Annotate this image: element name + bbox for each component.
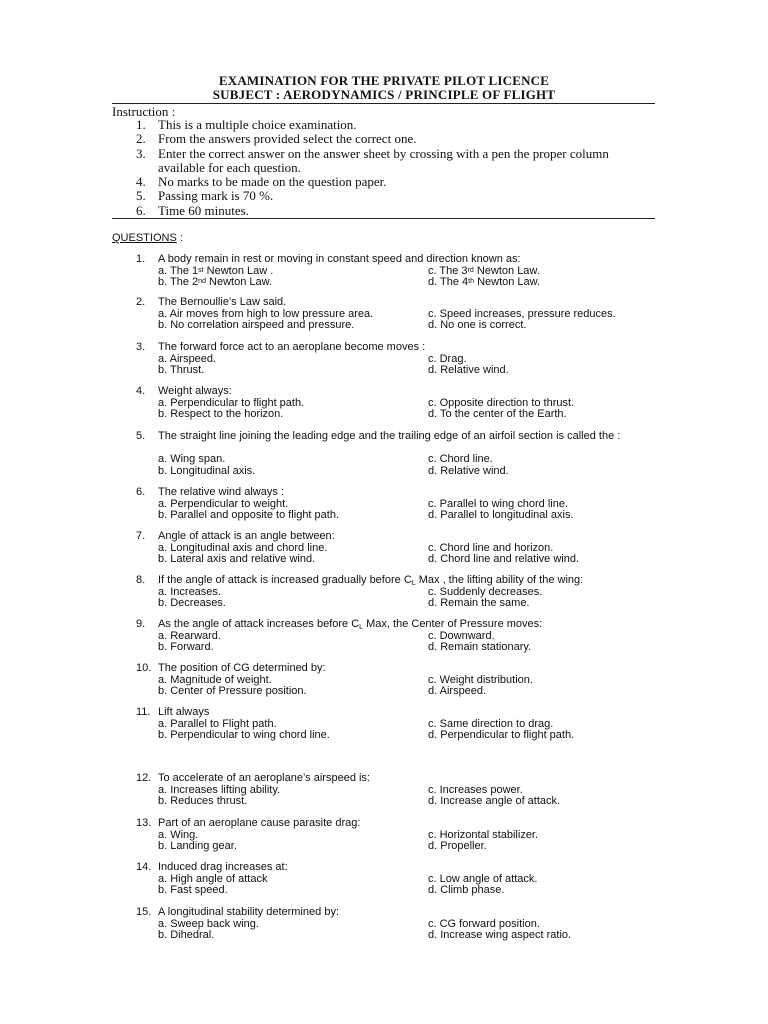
question-text: Part of an aeroplane cause parasite drag: bbox=[158, 817, 361, 829]
question-text: The forward force act to an aeroplane become moves : bbox=[158, 341, 426, 353]
question-2 bbox=[136, 297, 656, 332]
option-b[interactable]: b. The 2nd Newton Law. bbox=[158, 276, 273, 288]
question-text: Weight always: bbox=[158, 385, 232, 397]
question-text: If the angle of attack is increased gradually before $C_L$ Max , the lifting ability of the wing: bbox=[158, 574, 584, 587]
option-a[interactable]: a. Increases lifting ability. bbox=[158, 783, 281, 796]
option-d[interactable]: d. Perpendicular to flight path. bbox=[428, 729, 575, 741]
question-7 bbox=[136, 531, 656, 566]
question-number: 9. bbox=[136, 618, 146, 630]
option-a[interactable]: a. High angle of attack bbox=[158, 872, 268, 885]
question-9 bbox=[136, 619, 656, 654]
option-b[interactable]: b. Landing gear. bbox=[158, 840, 237, 852]
instruction-item bbox=[136, 147, 656, 176]
option-d[interactable]: d. Relative wind. bbox=[428, 364, 509, 376]
question-number: 3. bbox=[136, 341, 146, 353]
instruction-text: Time 60 minutes. bbox=[158, 202, 249, 218]
question-number: 12. bbox=[136, 772, 152, 784]
instruction-text: From the answers provided select the correct one. bbox=[158, 131, 417, 147]
question-8 bbox=[136, 575, 656, 610]
exam-subject: SUBJECT : AERODYNAMICS / PRINCIPLE OF FLIGHT bbox=[212, 87, 556, 102]
option-b[interactable]: b. Longitudinal axis. bbox=[158, 464, 256, 477]
question-number: 6. bbox=[136, 486, 146, 498]
option-c[interactable]: c. Parallel to wing chord line. bbox=[428, 497, 569, 510]
question-3 bbox=[136, 342, 656, 377]
option-a[interactable]: a. Wing. bbox=[158, 828, 199, 841]
option-b[interactable]: b. Thrust. bbox=[158, 364, 205, 376]
question-10 bbox=[136, 663, 656, 698]
option-b[interactable]: b. No correlation airspeed and pressure. bbox=[158, 319, 355, 331]
option-a[interactable]: a. Rearward. bbox=[158, 629, 221, 642]
question-15 bbox=[136, 907, 656, 942]
instruction-item bbox=[136, 189, 656, 203]
question-11 bbox=[136, 707, 656, 742]
question-number: 15. bbox=[136, 906, 152, 918]
question-4 bbox=[136, 386, 656, 421]
top-divider bbox=[112, 103, 655, 104]
option-c[interactable]: c. Suddenly decreases. bbox=[428, 585, 543, 598]
question-text: As the angle of attack increases before $C_L$ Max, the Center of Pressure moves: bbox=[158, 618, 543, 631]
option-b[interactable]: b. Decreases. bbox=[158, 597, 226, 609]
option-a[interactable]: a. Wing span. bbox=[158, 453, 226, 465]
option-d[interactable]: d. Airspeed. bbox=[428, 685, 487, 697]
option-b[interactable]: b. Dihedral. bbox=[158, 929, 215, 941]
question-text: To accelerate of an aeroplane’s airspeed is: bbox=[158, 772, 370, 784]
instruction-number: 2. bbox=[136, 131, 146, 147]
option-b[interactable]: b. Lateral axis and relative wind. bbox=[158, 553, 316, 565]
option-b[interactable]: b. Forward. bbox=[158, 641, 214, 653]
option-a[interactable]: a. Air moves from high to low pressure area. bbox=[158, 307, 374, 320]
option-d[interactable]: d. Increase angle of attack. bbox=[428, 795, 561, 807]
question-number: 11. bbox=[136, 706, 151, 718]
option-c[interactable]: c. Weight distribution. bbox=[428, 673, 533, 686]
option-a[interactable]: a. Longitudinal axis and chord line. bbox=[158, 541, 328, 554]
question-text: Induced drag increases at: bbox=[158, 861, 288, 873]
option-d[interactable]: d. No one is correct. bbox=[428, 319, 527, 331]
option-c[interactable]: c. The 3rd Newton Law. bbox=[428, 264, 540, 277]
bottom-divider bbox=[112, 218, 655, 219]
question-number: 7. bbox=[136, 530, 146, 542]
instruction-list bbox=[136, 118, 656, 218]
option-d[interactable]: d. Climb phase. bbox=[428, 884, 505, 896]
option-c[interactable]: c. Downward. bbox=[428, 629, 495, 642]
exam-title: EXAMINATION FOR THE PRIVATE PILOT LICENCE bbox=[218, 73, 550, 88]
option-b[interactable]: b. Respect to the horizon. bbox=[158, 408, 284, 420]
instruction-item bbox=[136, 204, 656, 218]
question-number: 13. bbox=[136, 817, 152, 829]
questions-heading-colon: : bbox=[176, 232, 183, 244]
question-number: 1. bbox=[136, 253, 146, 265]
question-number: 2. bbox=[136, 296, 146, 308]
option-c[interactable]: c. Increases power. bbox=[428, 783, 523, 796]
question-text: A body remain in rest or moving in constant speed and direction known as: bbox=[158, 253, 521, 265]
instruction-number: 3. bbox=[136, 145, 146, 161]
question-text: Lift always bbox=[158, 706, 210, 718]
option-d[interactable]: d. Increase wing aspect ratio. bbox=[428, 929, 572, 941]
option-d[interactable]: d. To the center of the Earth. bbox=[428, 408, 567, 420]
instruction-number: 1. bbox=[136, 117, 146, 132]
option-a[interactable]: a. Increases. bbox=[158, 585, 221, 598]
instruction-text: Passing mark is 70 %. bbox=[158, 188, 274, 204]
question-text: The Bernoullie’s Law said. bbox=[158, 296, 287, 308]
question-13 bbox=[136, 818, 656, 853]
option-a[interactable]: a. Sweep back wing. bbox=[158, 917, 259, 930]
instruction-label: Instruction : bbox=[112, 104, 176, 119]
option-b[interactable]: b. Reduces thrust. bbox=[158, 795, 248, 807]
option-b[interactable]: b. Parallel and opposite to flight path. bbox=[158, 509, 340, 521]
option-a[interactable]: a. Perpendicular to weight. bbox=[158, 497, 289, 510]
instruction-text: Enter the correct answer on the answer sheet by crossing with a pen the proper column available for each question. bbox=[158, 145, 609, 175]
option-d[interactable]: d. The 4th Newton Law. bbox=[428, 276, 541, 288]
option-c[interactable]: c. Same direction to drag. bbox=[428, 717, 554, 730]
option-a[interactable]: a. Airspeed. bbox=[158, 352, 217, 365]
option-c[interactable]: c. Drag. bbox=[428, 352, 467, 365]
option-a[interactable]: a. Perpendicular to flight path. bbox=[158, 396, 305, 409]
option-c[interactable]: c. Speed increases, pressure reduces. bbox=[428, 307, 616, 320]
question-text: The straight line joining the leading edge and the trailing edge of an airfoil section is called the : bbox=[158, 430, 621, 442]
questions-heading-text: QUESTIONS bbox=[112, 232, 177, 244]
option-d[interactable]: d. Remain the same. bbox=[428, 597, 530, 609]
option-c[interactable]: c. Chord line. bbox=[428, 453, 493, 465]
instruction-number: 6. bbox=[136, 202, 146, 218]
option-b[interactable]: b. Center of Pressure position. bbox=[158, 685, 307, 697]
question-number: 14. bbox=[136, 861, 152, 873]
instruction-item bbox=[136, 175, 656, 189]
question-text: A longitudinal stability determined by: bbox=[158, 906, 339, 918]
option-a[interactable]: a. Magnitude of weight. bbox=[158, 673, 272, 686]
option-d[interactable]: d. Remain stationary. bbox=[428, 641, 532, 653]
instruction-number: 4. bbox=[136, 174, 146, 190]
option-d[interactable]: d. Parallel to longitudinal axis. bbox=[428, 509, 574, 521]
question-12 bbox=[136, 773, 656, 808]
instruction-item bbox=[136, 132, 656, 146]
option-d[interactable]: d. Relative wind. bbox=[428, 464, 509, 477]
option-c[interactable]: c. Chord line and horizon. bbox=[428, 541, 554, 554]
question-number: 4. bbox=[136, 385, 146, 397]
question-number: 5. bbox=[136, 430, 146, 442]
option-a[interactable]: a. The 1st Newton Law . bbox=[158, 264, 274, 277]
instruction-number: 5. bbox=[136, 188, 146, 204]
option-a[interactable]: a. Parallel to Flight path. bbox=[158, 717, 277, 730]
question-text: The relative wind always : bbox=[158, 486, 284, 498]
option-c[interactable]: c. CG forward position. bbox=[428, 917, 540, 930]
option-c[interactable]: c. Opposite direction to thrust. bbox=[428, 396, 575, 409]
question-number: 10. bbox=[136, 662, 152, 674]
question-5 bbox=[136, 431, 656, 477]
question-text: Angle of attack is an angle between: bbox=[158, 530, 335, 542]
option-b[interactable]: b. Fast speed. bbox=[158, 884, 228, 896]
instruction-text: This is a multiple choice examination. bbox=[158, 117, 357, 132]
question-6 bbox=[136, 487, 656, 522]
question-number: 8. bbox=[136, 574, 146, 586]
option-d[interactable]: d. Chord line and relative wind. bbox=[428, 553, 580, 565]
question-14 bbox=[136, 862, 656, 897]
question-1 bbox=[136, 254, 656, 289]
instruction-text: No marks to be made on the question paper. bbox=[158, 174, 387, 190]
option-b[interactable]: b. Perpendicular to wing chord line. bbox=[158, 729, 330, 741]
question-text: The position of CG determined by: bbox=[158, 662, 326, 674]
option-d[interactable]: d. Propeller. bbox=[428, 840, 487, 852]
instruction-item bbox=[136, 118, 656, 132]
questions-heading bbox=[112, 232, 183, 244]
option-c[interactable]: c. Low angle of attack. bbox=[428, 872, 538, 885]
option-c[interactable]: c. Horizontal stabilizer. bbox=[428, 828, 539, 841]
